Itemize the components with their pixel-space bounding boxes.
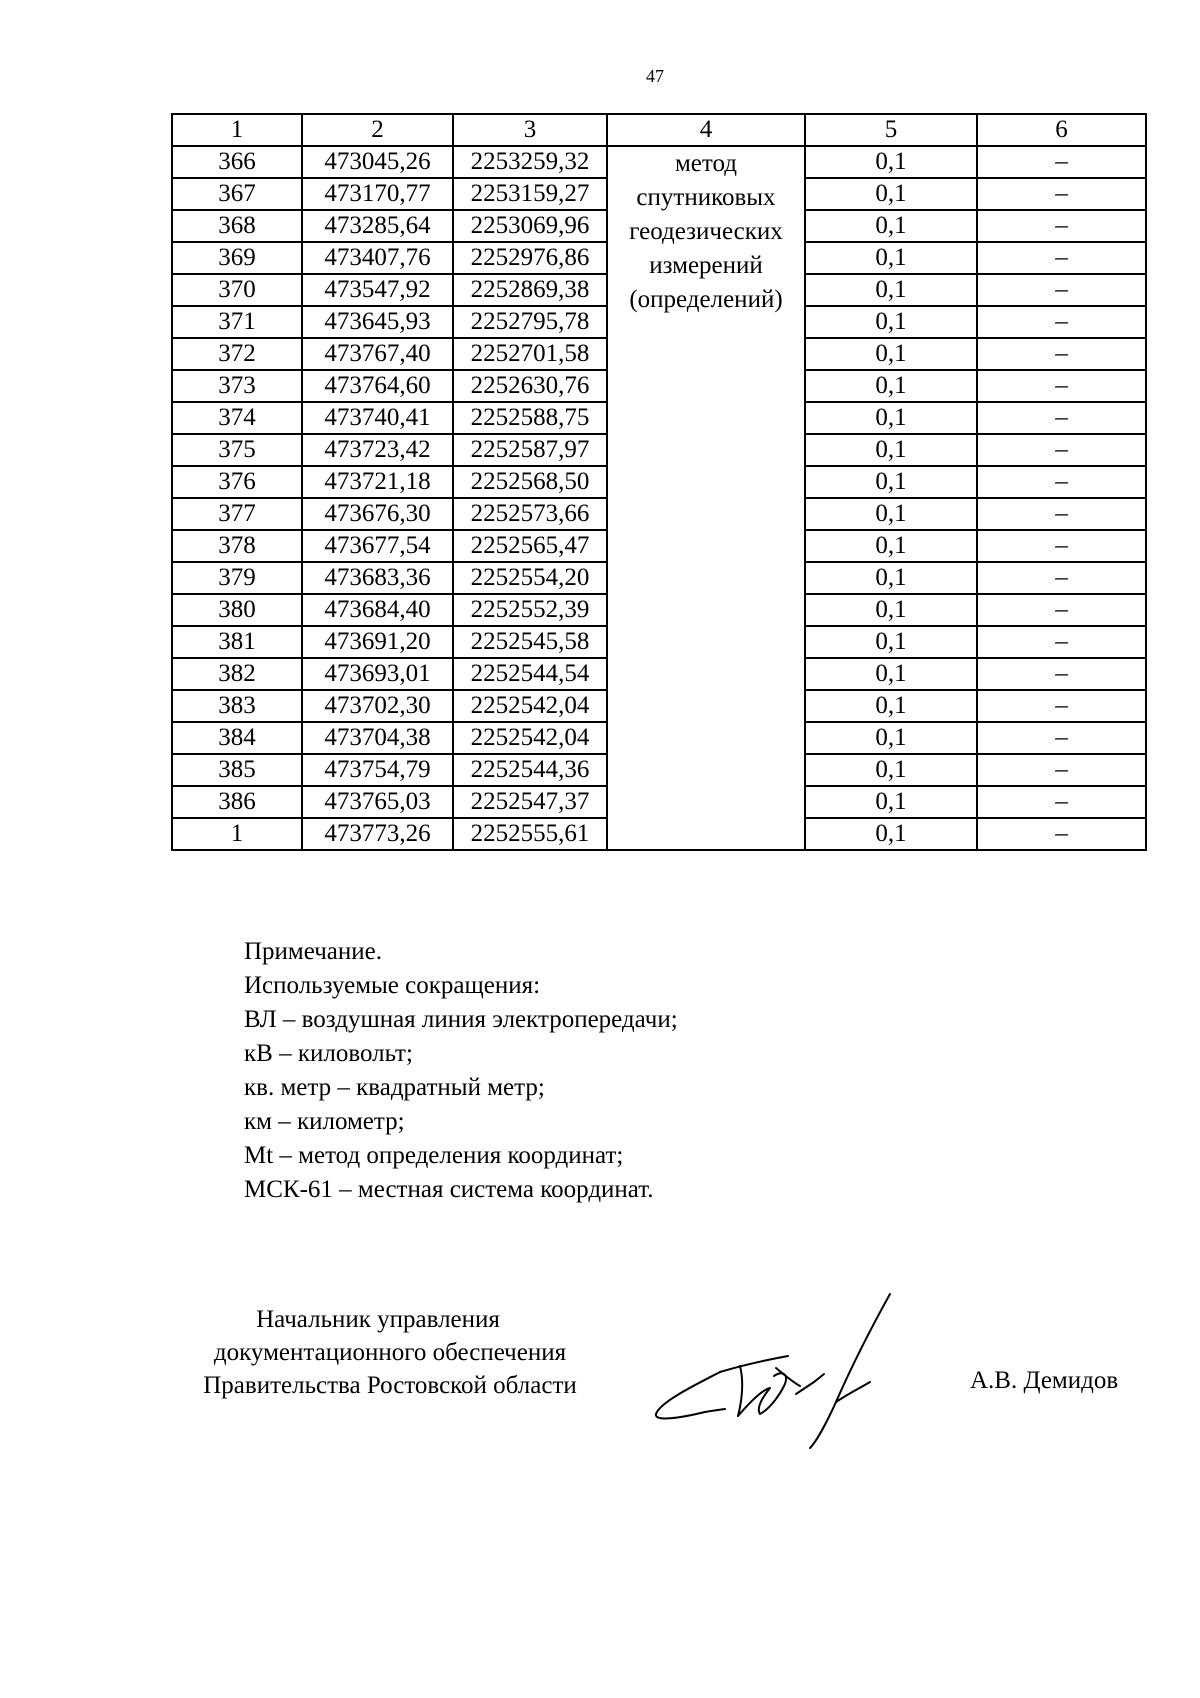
accuracy-cell: 0,1	[805, 146, 977, 178]
point-number-cell: 367	[172, 178, 302, 210]
point-number-cell: 376	[172, 466, 302, 498]
extra-cell: –	[977, 338, 1146, 370]
accuracy-cell: 0,1	[805, 434, 977, 466]
x-coordinate-cell: 473683,36	[302, 562, 453, 594]
accuracy-cell: 0,1	[805, 498, 977, 530]
y-coordinate-cell: 2252544,54	[453, 658, 607, 690]
point-number-cell: 381	[172, 626, 302, 658]
accuracy-cell: 0,1	[805, 786, 977, 818]
header-cell: 5	[805, 114, 977, 146]
header-cell: 3	[453, 114, 607, 146]
note-line: кв. метр – квадратный метр;	[244, 1074, 545, 1101]
accuracy-cell: 0,1	[805, 178, 977, 210]
accuracy-cell: 0,1	[805, 594, 977, 626]
x-coordinate-cell: 473676,30	[302, 498, 453, 530]
x-coordinate-cell: 473677,54	[302, 530, 453, 562]
extra-cell: –	[977, 722, 1146, 754]
extra-cell: –	[977, 466, 1146, 498]
accuracy-cell: 0,1	[805, 562, 977, 594]
x-coordinate-cell: 473691,20	[302, 626, 453, 658]
accuracy-cell: 0,1	[805, 466, 977, 498]
point-number-cell: 382	[172, 658, 302, 690]
accuracy-cell: 0,1	[805, 338, 977, 370]
accuracy-cell: 0,1	[805, 370, 977, 402]
x-coordinate-cell: 473547,92	[302, 274, 453, 306]
accuracy-cell: 0,1	[805, 626, 977, 658]
header-cell: 4	[607, 114, 805, 146]
x-coordinate-cell: 473767,40	[302, 338, 453, 370]
extra-cell: –	[977, 402, 1146, 434]
point-number-cell: 1	[172, 818, 302, 850]
note-section	[244, 935, 678, 1207]
note-line: км – километр;	[244, 1108, 405, 1135]
extra-cell: –	[977, 594, 1146, 626]
x-coordinate-cell: 473765,03	[302, 786, 453, 818]
y-coordinate-cell: 2252573,66	[453, 498, 607, 530]
point-number-cell: 375	[172, 434, 302, 466]
x-coordinate-cell: 473754,79	[302, 754, 453, 786]
header-cell: 1	[172, 114, 302, 146]
handwritten-signature	[650, 1290, 935, 1450]
note-line: МСК-61 – местная система координат.	[244, 1176, 654, 1203]
y-coordinate-cell: 2252555,61	[453, 818, 607, 850]
extra-cell: –	[977, 434, 1146, 466]
y-coordinate-cell: 2252545,58	[453, 626, 607, 658]
accuracy-cell: 0,1	[805, 274, 977, 306]
point-number-cell: 372	[172, 338, 302, 370]
point-number-cell: 371	[172, 306, 302, 338]
point-number-cell: 373	[172, 370, 302, 402]
x-coordinate-cell: 473721,18	[302, 466, 453, 498]
coordinates-table	[171, 113, 1147, 851]
extra-cell: –	[977, 786, 1146, 818]
x-coordinate-cell: 473740,41	[302, 402, 453, 434]
accuracy-cell: 0,1	[805, 530, 977, 562]
point-number-cell: 383	[172, 690, 302, 722]
y-coordinate-cell: 2252542,04	[453, 722, 607, 754]
x-coordinate-cell: 473702,30	[302, 690, 453, 722]
signer-position-line: Начальник управления	[256, 1306, 500, 1333]
x-coordinate-cell: 473045,26	[302, 146, 453, 178]
signer-name: А.В. Демидов	[970, 1367, 1119, 1394]
x-coordinate-cell: 473645,93	[302, 306, 453, 338]
accuracy-cell: 0,1	[805, 658, 977, 690]
method-line: измерений	[649, 252, 763, 279]
extra-cell: –	[977, 818, 1146, 850]
extra-cell: –	[977, 242, 1146, 274]
signer-position-line: Правительства Ростовской области	[203, 1372, 577, 1399]
point-number-cell: 384	[172, 722, 302, 754]
method-line: (определений)	[629, 286, 783, 313]
point-number-cell: 378	[172, 530, 302, 562]
y-coordinate-cell: 2252547,37	[453, 786, 607, 818]
y-coordinate-cell: 2253069,96	[453, 210, 607, 242]
y-coordinate-cell: 2253159,27	[453, 178, 607, 210]
method-line: спутниковых	[636, 184, 776, 211]
extra-cell: –	[977, 274, 1146, 306]
accuracy-cell: 0,1	[805, 402, 977, 434]
accuracy-cell: 0,1	[805, 754, 977, 786]
y-coordinate-cell: 2252588,75	[453, 402, 607, 434]
y-coordinate-cell: 2252544,36	[453, 754, 607, 786]
x-coordinate-cell: 473773,26	[302, 818, 453, 850]
note-line: Используемые сокращения:	[244, 972, 541, 999]
extra-cell: –	[977, 690, 1146, 722]
method-line: геодезических	[629, 218, 783, 245]
extra-cell: –	[977, 530, 1146, 562]
x-coordinate-cell: 473723,42	[302, 434, 453, 466]
point-number-cell: 380	[172, 594, 302, 626]
header-cell: 6	[977, 114, 1146, 146]
y-coordinate-cell: 2252587,97	[453, 434, 607, 466]
signer-position	[170, 1303, 610, 1402]
accuracy-cell: 0,1	[805, 306, 977, 338]
extra-cell: –	[977, 626, 1146, 658]
accuracy-cell: 0,1	[805, 818, 977, 850]
extra-cell: –	[977, 306, 1146, 338]
extra-cell: –	[977, 658, 1146, 690]
accuracy-cell: 0,1	[805, 690, 977, 722]
point-number-cell: 369	[172, 242, 302, 274]
y-coordinate-cell: 2253259,32	[453, 146, 607, 178]
accuracy-cell: 0,1	[805, 722, 977, 754]
point-number-cell: 386	[172, 786, 302, 818]
x-coordinate-cell: 473684,40	[302, 594, 453, 626]
point-number-cell: 377	[172, 498, 302, 530]
x-coordinate-cell: 473285,64	[302, 210, 453, 242]
extra-cell: –	[977, 178, 1146, 210]
extra-cell: –	[977, 754, 1146, 786]
x-coordinate-cell: 473693,01	[302, 658, 453, 690]
point-number-cell: 370	[172, 274, 302, 306]
point-number-cell: 379	[172, 562, 302, 594]
point-number-cell: 374	[172, 402, 302, 434]
y-coordinate-cell: 2252568,50	[453, 466, 607, 498]
page-number: 47	[646, 66, 664, 86]
y-coordinate-cell: 2252552,39	[453, 594, 607, 626]
y-coordinate-cell: 2252630,76	[453, 370, 607, 402]
point-number-cell: 385	[172, 754, 302, 786]
point-number-cell: 366	[172, 146, 302, 178]
y-coordinate-cell: 2252795,78	[453, 306, 607, 338]
y-coordinate-cell: 2252869,38	[453, 274, 607, 306]
signer-position-line: документационного обеспечения	[213, 1339, 567, 1366]
y-coordinate-cell: 2252542,04	[453, 690, 607, 722]
extra-cell: –	[977, 210, 1146, 242]
note-title: Примечание.	[244, 938, 383, 965]
y-coordinate-cell: 2252565,47	[453, 530, 607, 562]
point-number-cell: 368	[172, 210, 302, 242]
method-cell	[607, 146, 805, 850]
y-coordinate-cell: 2252701,58	[453, 338, 607, 370]
header-row	[172, 114, 1146, 146]
extra-cell: –	[977, 146, 1146, 178]
extra-cell: –	[977, 370, 1146, 402]
note-line: Mt – метод определения координат;	[244, 1142, 624, 1169]
x-coordinate-cell: 473407,76	[302, 242, 453, 274]
note-line: ВЛ – воздушная линия электропередачи;	[244, 1006, 678, 1033]
note-line: кВ – киловольт;	[244, 1040, 413, 1067]
y-coordinate-cell: 2252976,86	[453, 242, 607, 274]
x-coordinate-cell: 473170,77	[302, 178, 453, 210]
method-line: метод	[674, 150, 737, 177]
x-coordinate-cell: 473764,60	[302, 370, 453, 402]
extra-cell: –	[977, 562, 1146, 594]
x-coordinate-cell: 473704,38	[302, 722, 453, 754]
header-cell: 2	[302, 114, 453, 146]
extra-cell: –	[977, 498, 1146, 530]
table-row	[172, 146, 1146, 178]
table-body	[172, 114, 1146, 850]
y-coordinate-cell: 2252554,20	[453, 562, 607, 594]
accuracy-cell: 0,1	[805, 210, 977, 242]
accuracy-cell: 0,1	[805, 242, 977, 274]
